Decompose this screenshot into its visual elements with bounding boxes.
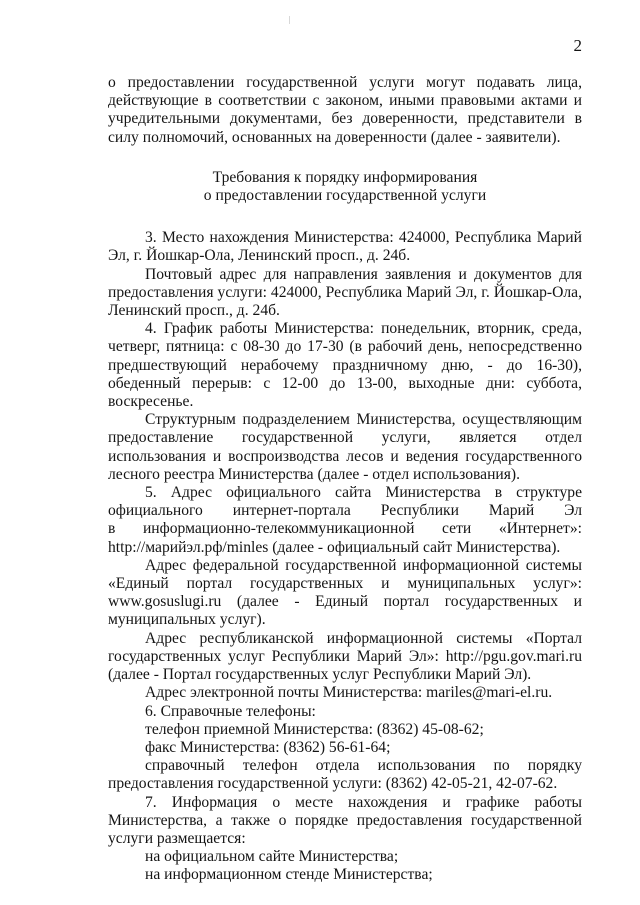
phone-department-line1: справочный телефон отдела использования по порядку: [145, 757, 582, 775]
phone-department-line2: предоставления государственной услуги: (8362) 42-05-21, 42-07-62.: [108, 775, 558, 793]
paragraph-5-line4: http://марийэл.рф/minles (далее - официальный сайт Министерства).: [108, 538, 561, 556]
paragraph-3-location: 3. Место нахождения Министерства: 424000, Республика Марий Эл, г. Йошкар-Ола, Ленинский просп., д. 24б.: [108, 229, 582, 265]
phone-reception: телефон приемной Министерства: (8362) 45-08-62;: [145, 720, 484, 738]
section-heading-line1: Требования к порядку информирования: [212, 168, 478, 186]
paragraph-5-line2: официального интернет-портала Республики Марий Эл: [108, 502, 582, 520]
paragraph-email: Адрес электронной почты Министерства: mariles@mari-el.ru.: [145, 684, 553, 702]
paragraph-5-line3: в информационно-телекоммуникационной сети «Интернет»:: [108, 520, 582, 538]
paragraph-postal-address: Почтовый адрес для направления заявления и документов для предоставления услуги: 424000, Республика Марий Эл, г. Йошкар-Ола, Ленинский просп., д. 24б.: [108, 265, 582, 320]
paragraph-republic-portal: Адрес республиканской информационной системы «Портал государственных услуг Республики Марий Эл»: http://pgu.gov.mari.ru (далее - Портал государственных услуг Республики Марий Эл).: [108, 629, 582, 684]
paragraph-federal-portal: Адрес федеральной государственной информационной системы «Единый портал государственных и муниципальных услуг»: www.gosuslugi.ru (далее - Единый портал государственных и муниципальных услуг).: [108, 556, 582, 629]
paragraph-5-line1: 5. Адрес официального сайта Министерства в структуре: [145, 484, 582, 502]
paragraph-7-information: 7. Информация о месте нахождения и графике работы Министерства, а также о порядке предоставления государственной услуги размещается:: [108, 793, 582, 847]
info-site-line: на официальном сайте Министерства;: [145, 848, 399, 866]
section-heading-line2: о предоставлении государственной услуги: [203, 187, 487, 205]
info-stand-line: на информационном стенде Министерства;: [145, 866, 433, 884]
paragraph-intro: о предоставлении государственной услуги могут подавать лица, действующие в соответствии с законом, иными правовыми актами и учредительными документами, без доверенности, представители в силу полномочий, основанных на доверенности (далее - заявители).: [108, 74, 582, 146]
scan-artifact: [289, 16, 290, 24]
paragraph-4-schedule: 4. График работы Министерства: понедельник, вторник, среда, четверг, пятница: с 08-30 до 17-30 (в рабочий день, непосредственно предшествующий нерабочему праздничному дню, - до 16-30), обеденный перерыв: с 12-00 до 13-00, выходные дни: суббота, воскресенье.: [108, 320, 582, 411]
paragraph-structural-unit: Структурным подразделением Министерства, осуществляющим предоставление государственной услуги, является отдел использования и воспроизводства лесов и ведения государственного лесного реестра Министерства (далее - отдел использования).: [108, 411, 582, 483]
paragraph-6-phones: 6. Справочные телефоны:: [145, 702, 316, 720]
page-number: 2: [573, 36, 582, 55]
fax-number: факс Министерства: (8362) 56-61-64;: [145, 738, 391, 756]
document-body: [108, 74, 582, 885]
